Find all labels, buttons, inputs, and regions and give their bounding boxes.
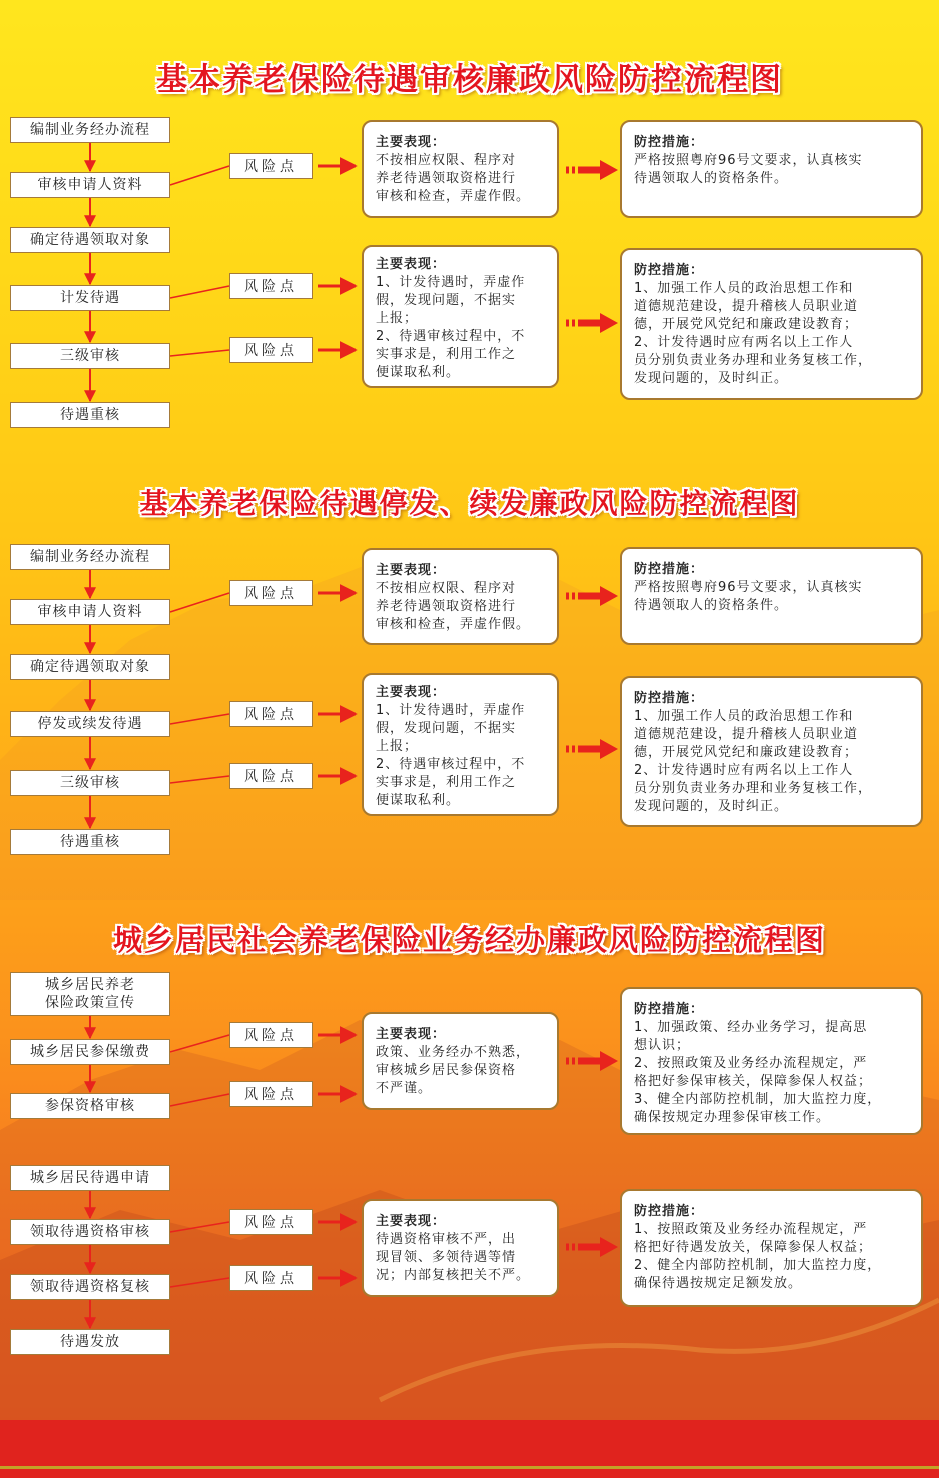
section2-step-4: 停发或续发待遇 — [10, 711, 170, 737]
measure-heading: 防控措施： — [634, 691, 705, 706]
section2-risk-point-1: 风险点 — [229, 580, 313, 606]
manifestation-body: 1、计发待遇时，弄虚作 假，发现问题，不据实 上报； 2、待遇审核过程中，不 实事求是，利用工作之 便谋取私利。 — [376, 275, 526, 380]
section3-step-3: 参保资格审核 — [10, 1093, 170, 1119]
measure-heading: 防控措施： — [634, 1002, 705, 1017]
risk-connector-line — [170, 593, 229, 612]
section2-manifestation-box-1 — [362, 548, 559, 645]
manifestation-body: 政策、业务经办不熟悉， 审核城乡居民参保资格 不严谨。 — [376, 1045, 531, 1096]
manifestation-heading: 主要表现： — [376, 1027, 447, 1042]
section1-step-6: 待遇重核 — [10, 402, 170, 428]
section1-step-3: 确定待遇领取对象 — [10, 227, 170, 253]
measure-heading: 防控措施： — [634, 1204, 705, 1219]
measure-heading: 防控措施： — [634, 562, 705, 577]
section1-step-4: 计发待遇 — [10, 285, 170, 311]
manifestation-body: 待遇资格审核不严，出 现冒领、多领待遇等情 况；内部复核把关不严。 — [376, 1232, 531, 1283]
section2-manifestation-box-2 — [362, 673, 559, 816]
manifestation-heading: 主要表现： — [376, 1214, 447, 1229]
manifestation-heading: 主要表现： — [376, 135, 447, 150]
section2-step-5: 三级审核 — [10, 770, 170, 796]
manifestation-heading: 主要表现： — [376, 257, 447, 272]
section3-step-1 — [10, 972, 170, 1016]
measure-body: 严格按照粤府96号文要求，认真核实 待遇领取人的资格条件。 — [634, 580, 863, 613]
manifestation-heading: 主要表现： — [376, 563, 447, 578]
section2-measure-box-1 — [620, 547, 923, 645]
measure-body: 严格按照粤府96号文要求，认真核实 待遇领取人的资格条件。 — [634, 153, 863, 186]
measure-body: 1、按照政策及业务经办流程规定，严 格把好待遇发放关，保障参保人权益； 2、健全内部防控机制，加大监控力度， 确保待遇按规定足额发放。 — [634, 1222, 882, 1291]
section2-risk-point-2: 风险点 — [229, 701, 313, 727]
risk-connector-line — [170, 166, 229, 185]
section2-step-1: 编制业务经办流程 — [10, 544, 170, 570]
section3-step-7: 待遇发放 — [10, 1329, 170, 1355]
manifestation-to-measure-arrow — [566, 1237, 618, 1257]
section1-step-5: 三级审核 — [10, 343, 170, 369]
section3-manifestation-box-1 — [362, 1012, 559, 1110]
manifestation-to-measure-arrow — [566, 160, 618, 180]
section3-step-6: 领取待遇资格复核 — [10, 1274, 170, 1300]
section1-step-2: 审核申请人资料 — [10, 172, 170, 198]
section3-measure-box-2 — [620, 1189, 923, 1307]
measure-heading: 防控措施： — [634, 135, 705, 150]
section1-measure-box-2 — [620, 248, 923, 400]
section3-step-5: 领取待遇资格审核 — [10, 1219, 170, 1245]
section2-title: 基本养老保险待遇停发、续发廉政风险防控流程图 — [139, 487, 800, 520]
section1-risk-point-3: 风险点 — [229, 337, 313, 363]
section3-manifestation-box-2 — [362, 1199, 559, 1297]
section2-step-3: 确定待遇领取对象 — [10, 654, 170, 680]
risk-connector-line — [170, 714, 229, 724]
section3-step-1-label: 城乡居民养老 保险政策宣传 — [45, 977, 135, 1011]
section2-step-2: 审核申请人资料 — [10, 599, 170, 625]
section3-step-2: 城乡居民参保缴费 — [10, 1039, 170, 1065]
section3-title: 城乡居民社会养老保险业务经办廉政风险防控流程图 — [112, 923, 826, 957]
section1-manifestation-box-2 — [362, 245, 559, 388]
manifestation-body: 不按相应权限、程序对 养老待遇领取资格进行 审核和检查，弄虚作假。 — [376, 153, 531, 204]
manifestation-to-measure-arrow — [566, 739, 618, 759]
risk-connector-line — [170, 1035, 229, 1052]
manifestation-body: 不按相应权限、程序对 养老待遇领取资格进行 审核和检查，弄虚作假。 — [376, 581, 531, 632]
manifestation-to-measure-arrow — [566, 1051, 618, 1071]
section1-measure-box-1 — [620, 120, 923, 218]
manifestation-to-measure-arrow — [566, 313, 618, 333]
section3-risk-point-1: 风险点 — [229, 1022, 313, 1048]
risk-connector-line — [170, 286, 229, 298]
risk-connector-line — [170, 1222, 229, 1232]
measure-body: 1、加强工作人员的政治思想工作和 道德规范建设，提升稽核人员职业道 德，开展党风党纪和廉政建设教育； 2、计发待遇时应有两名以上工作人 员分别负责业务办理和业务复核工作， 发现问题的，及时纠正。 — [634, 281, 873, 386]
measure-body: 1、加强政策、经办业务学习，提高思 想认识； 2、按照政策及业务经办流程规定，严 格把好参保审核关，保障参保人权益； 3、健全内部防控机制，加大监控力度， 确保按规定办理参保审核工作。 — [634, 1020, 882, 1125]
section3-risk-point-4: 风险点 — [229, 1265, 313, 1291]
risk-connector-line — [170, 1094, 229, 1106]
section1-step-1: 编制业务经办流程 — [10, 117, 170, 143]
section1-risk-point-2: 风险点 — [229, 273, 313, 299]
section3-measure-box-1 — [620, 987, 923, 1135]
section1-risk-point-1: 风险点 — [229, 153, 313, 179]
section3-risk-point-2: 风险点 — [229, 1081, 313, 1107]
section2-measure-box-2 — [620, 676, 923, 827]
manifestation-to-measure-arrow — [566, 586, 618, 606]
measure-heading: 防控措施： — [634, 263, 705, 278]
section1-manifestation-box-1 — [362, 120, 559, 218]
measure-body: 1、加强工作人员的政治思想工作和 道德规范建设，提升稽核人员职业道 德，开展党风党纪和廉政建设教育； 2、计发待遇时应有两名以上工作人 员分别负责业务办理和业务复核工作， 发现问题的，及时纠正。 — [634, 709, 873, 814]
risk-connector-line — [170, 350, 229, 356]
section3-step-4: 城乡居民待遇申请 — [10, 1165, 170, 1191]
section3-risk-point-3: 风险点 — [229, 1209, 313, 1235]
section1-title: 基本养老保险待遇审核廉政风险防控流程图 — [156, 62, 783, 98]
section2-risk-point-3: 风险点 — [229, 763, 313, 789]
risk-connector-line — [170, 1278, 229, 1287]
risk-connector-line — [170, 776, 229, 783]
footer-band — [0, 1420, 939, 1478]
footer-line — [0, 1466, 939, 1469]
manifestation-heading: 主要表现： — [376, 685, 447, 700]
section2-step-6: 待遇重核 — [10, 829, 170, 855]
manifestation-body: 1、计发待遇时，弄虚作 假，发现问题，不据实 上报； 2、待遇审核过程中，不 实事求是，利用工作之 便谋取私利。 — [376, 703, 526, 808]
